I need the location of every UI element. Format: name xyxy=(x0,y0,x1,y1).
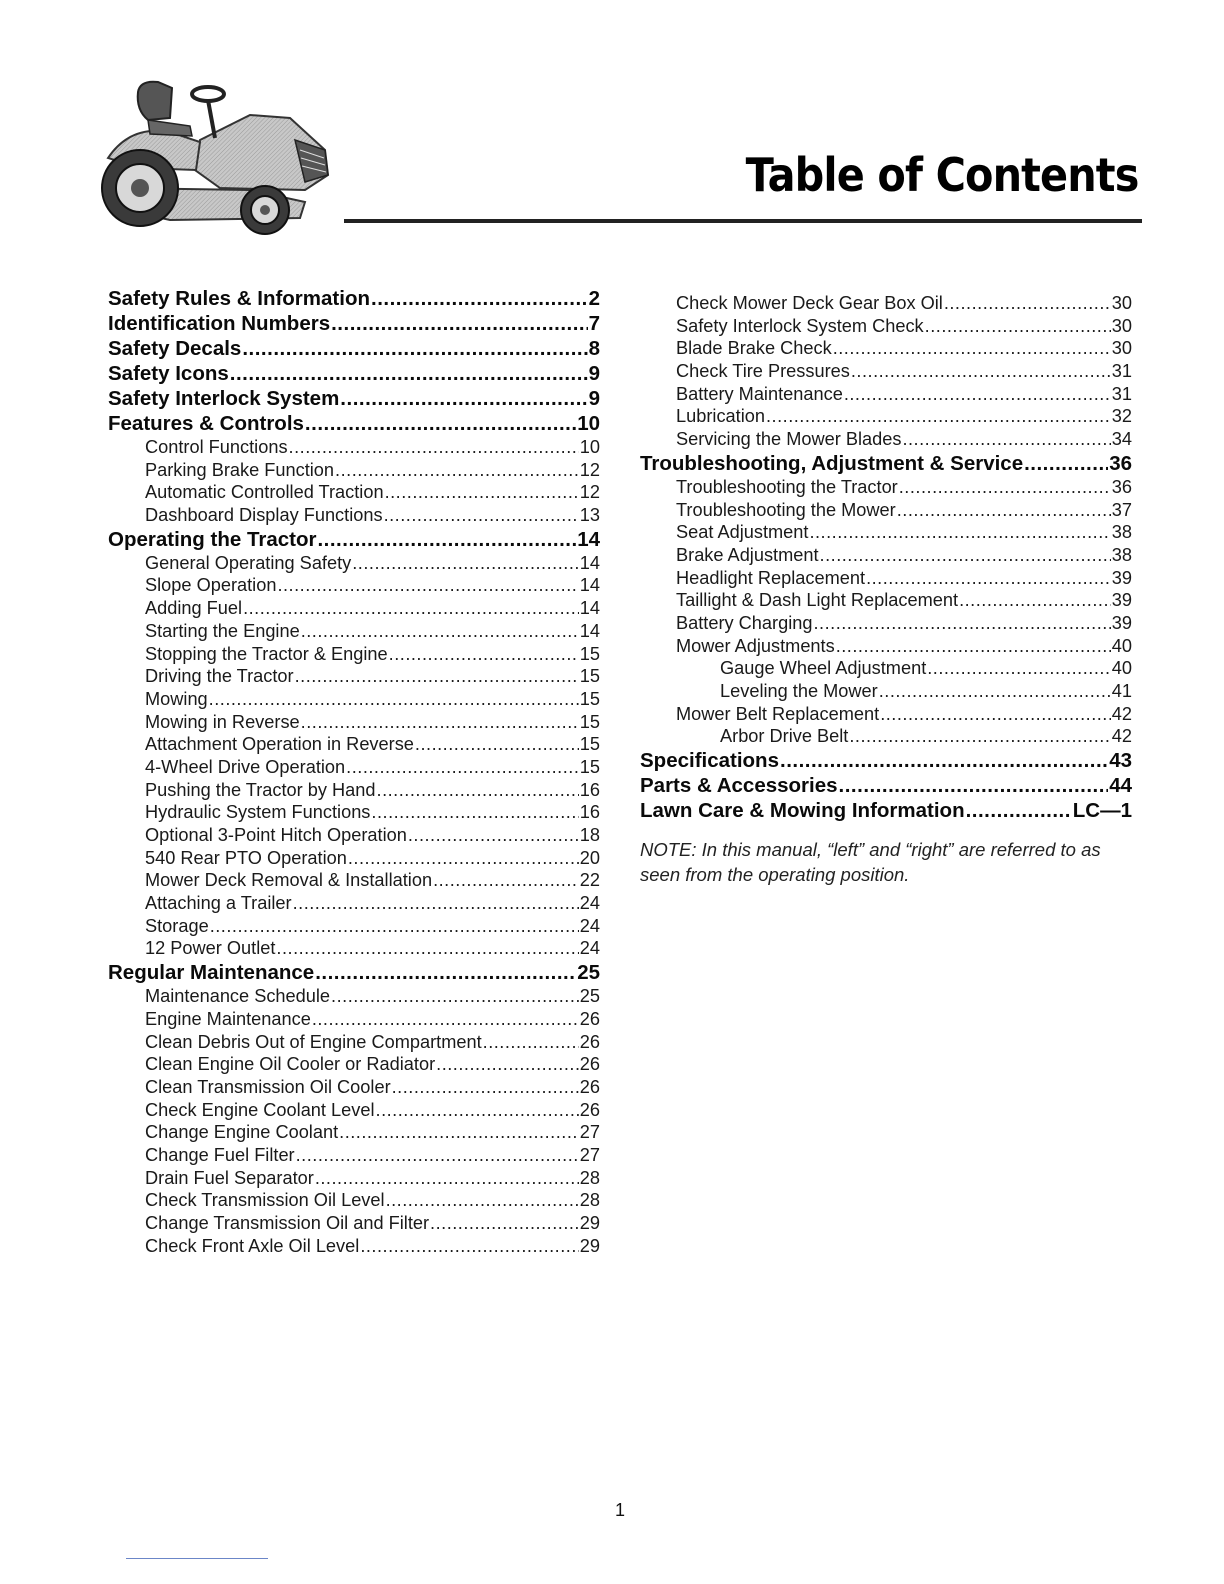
dot-leader xyxy=(927,657,1111,680)
toc-entry-page: 27 xyxy=(579,1144,600,1165)
toc-entry-page: 38 xyxy=(1111,544,1132,565)
toc-entry[interactable] xyxy=(640,680,1132,703)
toc-entry-title: Mowing in Reverse xyxy=(145,711,300,732)
toc-entry-title: Mower Adjustments xyxy=(676,635,835,656)
toc-entry-title: Automatic Controlled Traction xyxy=(145,482,384,503)
toc-entry-title: Specifications xyxy=(640,749,779,773)
toc-entry-page: 12 xyxy=(579,459,600,480)
toc-entry-page: 28 xyxy=(579,1190,600,1211)
toc-entry-title: Slope Operation xyxy=(145,575,277,596)
toc-entry-title: Troubleshooting the Mower xyxy=(676,499,896,520)
toc-entry-title: Check Tire Pressures xyxy=(676,361,850,382)
toc-entry-title: Troubleshooting, Adjustment & Service xyxy=(640,451,1024,475)
dot-leader xyxy=(340,386,587,411)
dot-leader xyxy=(851,360,1111,383)
toc-entry[interactable] xyxy=(108,824,600,847)
toc-entry[interactable] xyxy=(108,1121,600,1144)
toc-entry[interactable] xyxy=(108,711,600,734)
toc-entry-title: Safety Icons xyxy=(108,362,229,385)
dot-leader xyxy=(1024,451,1108,476)
title-divider xyxy=(344,219,1142,223)
toc-entry-page: 2 xyxy=(588,287,600,310)
page-number: 1 xyxy=(614,1500,625,1520)
toc-entry-title: Identification Numbers xyxy=(108,312,331,335)
dot-leader xyxy=(305,411,576,436)
toc-entry-title: Arbor Drive Belt xyxy=(720,726,849,747)
dot-leader xyxy=(820,544,1111,567)
dot-leader xyxy=(959,589,1111,612)
toc-entry-page: 8 xyxy=(588,337,600,360)
toc-entry-page: 34 xyxy=(1111,429,1132,450)
toc-entry-page: 7 xyxy=(588,312,600,335)
toc-entry[interactable] xyxy=(108,1008,600,1031)
toc-entry-title: Engine Maintenance xyxy=(145,1008,311,1029)
toc-entry-page: 15 xyxy=(579,734,600,755)
toc-entry-page: 29 xyxy=(579,1213,600,1233)
dot-leader xyxy=(301,620,579,643)
toc-entry-page: 18 xyxy=(579,825,600,845)
toc-entry-title: Battery Maintenance xyxy=(676,383,843,404)
dot-leader xyxy=(483,1031,579,1054)
toc-entry-page: 42 xyxy=(1111,703,1132,724)
toc-entry[interactable] xyxy=(108,361,600,386)
dot-leader xyxy=(866,567,1111,590)
dot-leader xyxy=(209,688,579,711)
toc-entry-page: 15 xyxy=(579,643,600,664)
toc-entry[interactable] xyxy=(108,527,600,552)
toc-entry[interactable] xyxy=(108,985,600,1008)
toc-entry[interactable] xyxy=(640,292,1132,315)
dot-leader xyxy=(377,779,579,802)
toc-entry-page: 38 xyxy=(1111,522,1132,543)
dot-leader xyxy=(360,1235,578,1258)
dot-leader xyxy=(301,711,579,734)
dot-leader xyxy=(389,643,579,666)
toc-entry-title: Control Functions xyxy=(145,437,288,457)
toc-entry-page: 15 xyxy=(579,688,600,709)
toc-entry-title: Leveling the Mower xyxy=(720,681,878,701)
toc-entry-title: Features & Controls xyxy=(108,412,304,435)
toc-entry-title: Brake Adjustment xyxy=(676,544,819,565)
toc-entry[interactable] xyxy=(640,315,1132,338)
toc-entry-title: Check Mower Deck Gear Box Oil xyxy=(676,293,943,313)
toc-entry-title: Attachment Operation in Reverse xyxy=(145,734,414,755)
toc-entry-page: 26 xyxy=(579,1099,600,1120)
toc-entry[interactable] xyxy=(640,798,1132,823)
toc-entry[interactable] xyxy=(108,459,600,482)
dot-leader xyxy=(415,733,579,756)
toc-entry-title: Taillight & Dash Light Replacement xyxy=(676,590,959,611)
dot-leader xyxy=(317,527,576,552)
toc-entry[interactable] xyxy=(640,521,1132,544)
toc-entry-title: Safety Decals xyxy=(108,337,242,360)
toc-right-column xyxy=(640,292,1132,887)
toc-entry[interactable] xyxy=(640,725,1132,748)
dot-leader xyxy=(833,337,1111,360)
toc-entry[interactable] xyxy=(640,428,1132,451)
toc-entry[interactable] xyxy=(108,915,600,938)
dot-leader xyxy=(352,552,579,575)
dot-leader xyxy=(348,847,579,870)
toc-entry-page: 29 xyxy=(579,1235,600,1256)
toc-entry[interactable] xyxy=(108,504,600,527)
toc-entry[interactable] xyxy=(640,544,1132,567)
toc-entry-page: 30 xyxy=(1111,338,1132,359)
toc-entry-page: 15 xyxy=(579,666,600,687)
toc-entry-title: Pushing the Tractor by Hand xyxy=(145,779,376,800)
toc-entry[interactable] xyxy=(640,589,1132,612)
toc-entry-title: Change Transmission Oil and Filter xyxy=(145,1213,430,1233)
toc-entry[interactable] xyxy=(640,567,1132,590)
toc-entry-page: 27 xyxy=(579,1122,600,1143)
toc-entry[interactable] xyxy=(108,1031,600,1054)
dot-leader xyxy=(809,521,1110,544)
toc-entry[interactable] xyxy=(108,336,600,361)
toc-entry[interactable] xyxy=(108,1167,600,1190)
page-title: Table of Contents xyxy=(745,148,1138,202)
toc-entry-page: 15 xyxy=(579,756,600,777)
toc-entry[interactable] xyxy=(108,1053,600,1076)
dot-leader xyxy=(293,892,579,915)
toc-entry[interactable] xyxy=(640,703,1132,726)
toc-entry-page: 39 xyxy=(1111,612,1132,633)
toc-entry-title: Adding Fuel xyxy=(145,598,243,619)
toc-entry-title: Safety Interlock System xyxy=(108,387,340,410)
toc-entry-title: Parking Brake Function xyxy=(145,459,335,480)
dot-leader xyxy=(243,597,579,620)
toc-entry[interactable] xyxy=(108,779,600,802)
dot-leader xyxy=(242,336,587,361)
toc-entry[interactable] xyxy=(108,481,600,504)
toc-entry[interactable] xyxy=(108,311,600,336)
dot-leader xyxy=(839,773,1109,798)
toc-entry-title: Change Fuel Filter xyxy=(145,1144,295,1165)
dot-leader xyxy=(849,725,1110,748)
dot-leader xyxy=(339,1121,579,1144)
toc-entry-title: Check Engine Coolant Level xyxy=(145,1099,375,1120)
dot-leader xyxy=(210,915,579,938)
dot-leader xyxy=(897,499,1111,522)
toc-entry[interactable] xyxy=(108,1099,600,1122)
toc-entry-title: Optional 3-Point Hitch Operation xyxy=(145,825,407,845)
dot-leader xyxy=(902,428,1110,451)
toc-entry-title: Gauge Wheel Adjustment xyxy=(720,658,927,679)
dot-leader xyxy=(277,574,578,597)
toc-entry-title: 4-Wheel Drive Operation xyxy=(145,756,346,777)
toc-entry[interactable] xyxy=(108,386,600,411)
dot-leader xyxy=(780,748,1108,773)
toc-entry-title: Mower Belt Replacement xyxy=(676,703,880,724)
dot-leader xyxy=(766,405,1111,428)
dot-leader xyxy=(879,680,1111,703)
toc-entry-title: Parts & Accessories xyxy=(640,774,838,798)
toc-entry[interactable] xyxy=(108,960,600,985)
toc-entry-title: Mower Deck Removal & Installation xyxy=(145,870,433,891)
toc-entry[interactable] xyxy=(640,748,1132,773)
toc-entry[interactable] xyxy=(108,643,600,666)
toc-entry-page: 22 xyxy=(579,870,600,891)
orientation-note: NOTE: In this manual, “left” and “right” are referred to as seen from the operating position. xyxy=(640,839,1101,886)
dot-leader xyxy=(392,1076,579,1099)
toc-entry[interactable] xyxy=(108,574,600,597)
toc-entry[interactable] xyxy=(108,937,600,960)
dot-leader xyxy=(376,1099,579,1122)
toc-entry-page: 13 xyxy=(579,505,600,526)
toc-entry[interactable] xyxy=(640,337,1132,360)
toc-entry-title: Regular Maintenance xyxy=(108,961,315,985)
toc-entry-title: Attaching a Trailer xyxy=(145,893,292,914)
toc-entry-page: 30 xyxy=(1111,315,1132,336)
toc-entry[interactable] xyxy=(640,635,1132,658)
toc-entry[interactable] xyxy=(108,1076,600,1099)
toc-entry-title: Change Engine Coolant xyxy=(145,1122,339,1143)
toc-entry[interactable] xyxy=(640,476,1132,499)
dot-leader xyxy=(899,476,1111,499)
toc-entry-title: Clean Transmission Oil Cooler xyxy=(145,1076,391,1097)
dot-leader xyxy=(230,361,588,386)
toc-entry-title: Storage xyxy=(145,915,209,936)
dot-leader xyxy=(436,1053,579,1076)
dot-leader xyxy=(925,315,1111,338)
toc-entry-title: Troubleshooting the Tractor xyxy=(676,476,898,497)
toc-entry-page: 10 xyxy=(579,437,600,457)
toc-entry[interactable] xyxy=(108,1235,600,1258)
toc-entry[interactable] xyxy=(108,411,600,436)
dot-leader xyxy=(880,703,1111,726)
toc-entry-page: 30 xyxy=(1111,293,1132,313)
toc-entry[interactable] xyxy=(108,286,600,311)
toc-entry-page: 24 xyxy=(579,893,600,914)
toc-entry-page: 31 xyxy=(1111,383,1132,404)
dot-leader xyxy=(944,292,1111,315)
footer-rule xyxy=(126,1558,268,1559)
toc-entry-page: 26 xyxy=(579,1031,600,1052)
toc-entry[interactable] xyxy=(640,657,1132,680)
toc-entry-title: Safety Rules & Information xyxy=(108,287,370,310)
toc-entry-page: 37 xyxy=(1111,499,1132,520)
toc-entry-page: 16 xyxy=(579,779,600,800)
dot-leader xyxy=(312,1008,579,1031)
dot-leader xyxy=(289,436,579,459)
toc-entry-page: 32 xyxy=(1111,406,1132,427)
toc-entry[interactable] xyxy=(108,869,600,892)
toc-entry-title: 540 Rear PTO Operation xyxy=(145,847,347,868)
toc-entry-page: LC—1 xyxy=(1072,799,1132,823)
toc-entry-title: Seat Adjustment xyxy=(676,522,809,543)
toc-entry-page: 39 xyxy=(1111,567,1132,588)
toc-entry[interactable] xyxy=(640,451,1132,476)
dot-leader xyxy=(371,801,578,824)
toc-entry-title: Safety Interlock System Check xyxy=(676,315,924,336)
toc-entry[interactable] xyxy=(640,360,1132,383)
toc-entry-page: 16 xyxy=(579,802,600,823)
toc-entry-title: Servicing the Mower Blades xyxy=(676,429,902,450)
toc-entry-title: Clean Engine Oil Cooler or Radiator xyxy=(145,1054,436,1075)
toc-entry-page: 24 xyxy=(579,915,600,936)
dot-leader xyxy=(433,869,579,892)
toc-entry-title: Mowing xyxy=(145,688,208,709)
toc-entry-page: 24 xyxy=(579,938,600,959)
toc-entry-title: Lawn Care & Mowing Information xyxy=(640,799,965,823)
toc-entry-page: 36 xyxy=(1111,476,1132,497)
toc-entry-page: 12 xyxy=(579,482,600,503)
toc-entry-title: Lubrication xyxy=(676,406,765,427)
toc-entry-title: Check Front Axle Oil Level xyxy=(145,1235,360,1256)
toc-left-column xyxy=(108,286,600,1257)
toc-entry-page: 36 xyxy=(1109,451,1132,475)
toc-entry-page: 26 xyxy=(579,1054,600,1075)
toc-entry[interactable] xyxy=(108,665,600,688)
toc-entry-title: Blade Brake Check xyxy=(676,338,832,359)
dot-leader xyxy=(386,1189,579,1212)
toc-entry[interactable] xyxy=(108,1212,600,1235)
toc-entry-page: 14 xyxy=(579,620,600,641)
toc-entry-page: 14 xyxy=(577,527,600,551)
toc-entry-page: 14 xyxy=(579,575,600,596)
dot-leader xyxy=(315,1167,579,1190)
dot-leader xyxy=(371,286,588,311)
toc-entry-page: 40 xyxy=(1111,635,1132,656)
dot-leader xyxy=(430,1212,579,1235)
dot-leader xyxy=(385,481,579,504)
toc-entry[interactable] xyxy=(640,499,1132,522)
toc-entry-page: 39 xyxy=(1111,590,1132,611)
toc-entry[interactable] xyxy=(108,1189,600,1212)
toc-entry-page: 9 xyxy=(588,387,600,410)
toc-entry[interactable] xyxy=(108,688,600,711)
dot-leader xyxy=(384,504,579,527)
dot-leader xyxy=(331,311,587,336)
dot-leader xyxy=(315,960,576,985)
toc-entry-page: 26 xyxy=(579,1008,600,1029)
toc-entry-page: 10 xyxy=(577,412,600,435)
toc-entry-title: Operating the Tractor xyxy=(108,527,317,551)
toc-entry-title: Drain Fuel Separator xyxy=(145,1167,314,1188)
toc-entry-page: 40 xyxy=(1111,658,1132,679)
dot-leader xyxy=(836,635,1111,658)
toc-entry[interactable] xyxy=(108,1144,600,1167)
dot-leader xyxy=(346,756,579,779)
toc-entry-page: 28 xyxy=(579,1167,600,1188)
toc-entry[interactable] xyxy=(640,405,1132,428)
toc-entry-page: 14 xyxy=(579,552,600,573)
toc-entry[interactable] xyxy=(108,733,600,756)
toc-entry-title: Driving the Tractor xyxy=(145,666,294,687)
toc-entry-page: 41 xyxy=(1111,681,1132,701)
dot-leader xyxy=(844,383,1111,406)
toc-entry-title: General Operating Safety xyxy=(145,552,352,573)
toc-entry-title: Check Transmission Oil Level xyxy=(145,1190,385,1211)
toc-entry-title: Dashboard Display Functions xyxy=(145,505,383,526)
toc-entry-title: Starting the Engine xyxy=(145,620,300,641)
dot-leader xyxy=(408,824,579,847)
toc-entry-page: 42 xyxy=(1111,726,1132,747)
toc-entry[interactable] xyxy=(108,436,600,459)
toc-entry-page: 25 xyxy=(579,986,600,1007)
toc-entry[interactable] xyxy=(640,612,1132,635)
toc-entry-title: Headlight Replacement xyxy=(676,567,866,588)
dot-leader xyxy=(966,798,1072,823)
toc-entry-page: 31 xyxy=(1111,361,1132,382)
toc-entry[interactable] xyxy=(640,383,1132,406)
toc-entry-title: 12 Power Outlet xyxy=(145,938,276,959)
toc-entry[interactable] xyxy=(108,552,600,575)
dot-leader xyxy=(335,459,579,482)
toc-entry-page: 20 xyxy=(579,847,600,868)
toc-entry-title: Hydraulic System Functions xyxy=(145,802,371,823)
toc-entry-title: Clean Debris Out of Engine Compartment xyxy=(145,1031,482,1052)
toc-entry-page: 14 xyxy=(579,598,600,619)
dot-leader xyxy=(296,1144,579,1167)
toc-entry-title: Stopping the Tractor & Engine xyxy=(145,643,388,664)
toc-entry-page: 44 xyxy=(1109,774,1132,798)
toc-entry-page: 15 xyxy=(579,711,600,732)
dot-leader xyxy=(813,612,1110,635)
dot-leader xyxy=(331,985,579,1008)
toc-entry-page: 43 xyxy=(1109,749,1132,773)
toc-entry-title: Maintenance Schedule xyxy=(145,986,331,1007)
toc-entry-title: Battery Charging xyxy=(676,612,813,633)
toc-entry[interactable] xyxy=(108,597,600,620)
toc-entry[interactable] xyxy=(640,773,1132,798)
toc-entry-page: 9 xyxy=(588,362,600,385)
tractor-illustration xyxy=(100,70,350,240)
toc-entry-page: 25 xyxy=(577,961,600,985)
toc-entry-page: 26 xyxy=(579,1076,600,1097)
toc-entry[interactable] xyxy=(108,801,600,824)
toc-entry[interactable] xyxy=(108,847,600,870)
dot-leader xyxy=(276,937,578,960)
toc-entry[interactable] xyxy=(108,892,600,915)
toc-entry[interactable] xyxy=(108,756,600,779)
toc-entry[interactable] xyxy=(108,620,600,643)
dot-leader xyxy=(295,665,579,688)
